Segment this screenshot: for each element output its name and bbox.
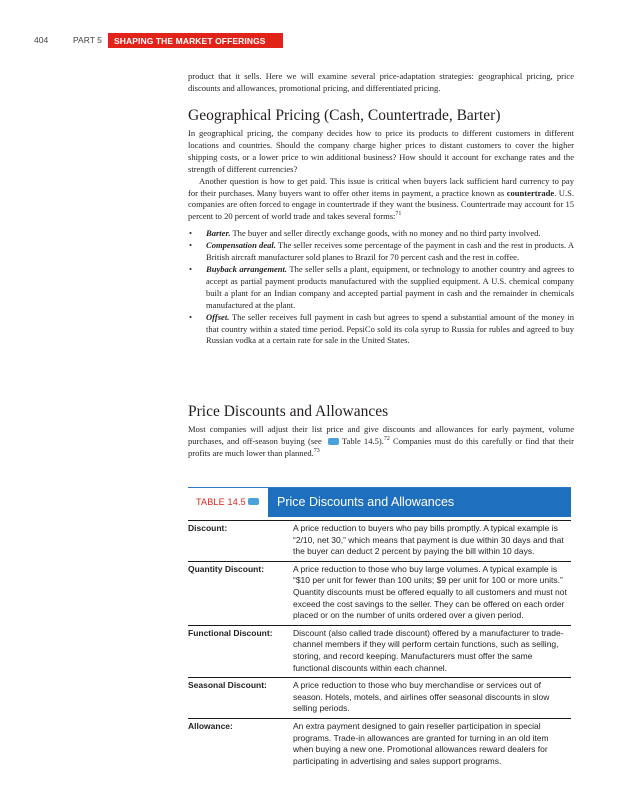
table-title: Price Discounts and Allowances [277, 495, 455, 509]
table-term: Allowance: [188, 720, 233, 731]
geo-paragraph-1: In geographical pricing, the company decides how to price its products to different customers in different locations and countries. Should the company charge higher prices to distant customers to cover the higher shipping costs, or a lower price to win additional business? How should it account for exchange rates and the strength of different currencies? [188, 128, 574, 174]
table-label-box [188, 488, 268, 517]
countertrade-term: countertrade [506, 187, 555, 198]
table-description: A price reduction to those who buy large volumes. A typical example is “$10 per unit for fewer than 100 units; $9 per unit for 100 or more units.” Quantity discounts must be offered equally to all customers and must not exceed the cost savings to the seller. They can be offered on each order placed or on the number of units ordered over a given period. [293, 563, 567, 621]
table-row [188, 520, 571, 562]
table-label: TABLE 14.5 [196, 497, 246, 507]
intro-block [188, 71, 574, 95]
list-item: • Compensation deal. The seller receives some percentage of the payment in cash and the rest in products. A British aircraft manufacturer sold planes to Brazil for 70 percent cash and the rest in coffee. [189, 240, 575, 263]
section-title: SHAPING THE MARKET OFFERINGS [114, 36, 266, 46]
table-row [188, 562, 571, 626]
geo-heading: Geographical Pricing (Cash, Countertrade, Barter) [188, 107, 501, 124]
footnote-ref: 72 [383, 435, 390, 442]
discounts-section [188, 403, 574, 460]
table-reference-icon [328, 438, 339, 445]
discounts-heading: Price Discounts and Allowances [188, 403, 389, 420]
part-label: PART 5 [73, 35, 102, 45]
table-description: A price reduction to buyers who pay bills promptly. A typical example is “2/10, net 30,” which means that payment is due within 30 days and that the buyer can deduct 2 percent by paying the bill within 10 days. [293, 523, 564, 557]
table-reference-link[interactable]: Table 14.5 [341, 435, 379, 446]
page-header [0, 33, 623, 49]
table-row [188, 678, 571, 719]
price-discounts-table [188, 487, 571, 770]
table-title-bar [268, 488, 571, 517]
discounts-paragraph: Most companies will adjust their list price and give discounts and allowances for early payment, volume purchases, and off-season buying (see Table 14.5).$^{72}$ Companies must do this carefully or find that their profits are much lower than planned.$^{73}$ [188, 424, 574, 458]
list-item: • Barter. The buyer and seller directly exchange goods, with no money and no third party involved. [189, 228, 541, 239]
table-description: An extra payment designed to gain reseller participation in special programs. Trade-in allowances are granted for turning in an old item when buying a new one. Promotional allowances reward dealers for participating in advertising and sales support programs. [293, 720, 549, 766]
section-banner [108, 33, 283, 48]
geo-section [188, 107, 574, 347]
intro-paragraph: product that it sells. Here we will examine several price-adaptation strategies: geographical pricing, price discounts and allowances, promotional pricing, and differentiated pricing. [188, 71, 574, 93]
footnote-ref: 71 [395, 211, 402, 218]
list-item: • Buyback arrangement. The seller sells a plant, equipment, or technology to another country and agrees to accept as partial payment products manufactured with the supplied equipment. A U.S. chemical company built a plant for an Indian company and accepted partial payment in cash and the remainder in chemicals manufactured at the plant. [189, 263, 574, 310]
table-term: Quantity Discount: [188, 563, 265, 574]
table-row [188, 719, 571, 770]
table-description: A price reduction to those who buy merchandise or services out of season. Hotels, motels, and airlines offer seasonal discounts in slow selling periods. [293, 680, 550, 714]
table-description: Discount (also called trade discount) offered by a manufacturer to trade-channel members if they will perform certain functions, such as selling, storing, and record keeping. Manufacturers must offer the same functional discounts within each channel. [293, 627, 564, 673]
table-icon [248, 498, 259, 505]
table-row [188, 626, 571, 678]
footnote-ref: 73 [313, 447, 320, 454]
table-term: Discount: [188, 523, 228, 533]
geo-paragraph-2: Another question is how to get paid. This issue is critical when buyers lack sufficient hard currency to pay for their purchases. Many buyers want to offer other items in payment, a practice known as countertrade. U.S. companies are often forced to engage in countertrade if they want the business. Countertrade may account for 15 percent to 20 percent of world trade and takes several forms:$^{71}$ [188, 175, 574, 222]
table-term: Functional Discount: [188, 627, 273, 638]
table-header [188, 487, 571, 517]
countertrade-list [188, 228, 574, 347]
table-term: Seasonal Discount: [188, 680, 267, 691]
page-number: 404 [34, 35, 49, 45]
list-item: • Offset. The seller receives full payment in cash but agrees to spend a substantial amount of the money in that country within a stated time period. PepsiCo sold its cola syrup to Russia for rubles and agreed to buy Russian vodka at a certain rate for sale in the United States. [189, 311, 574, 346]
